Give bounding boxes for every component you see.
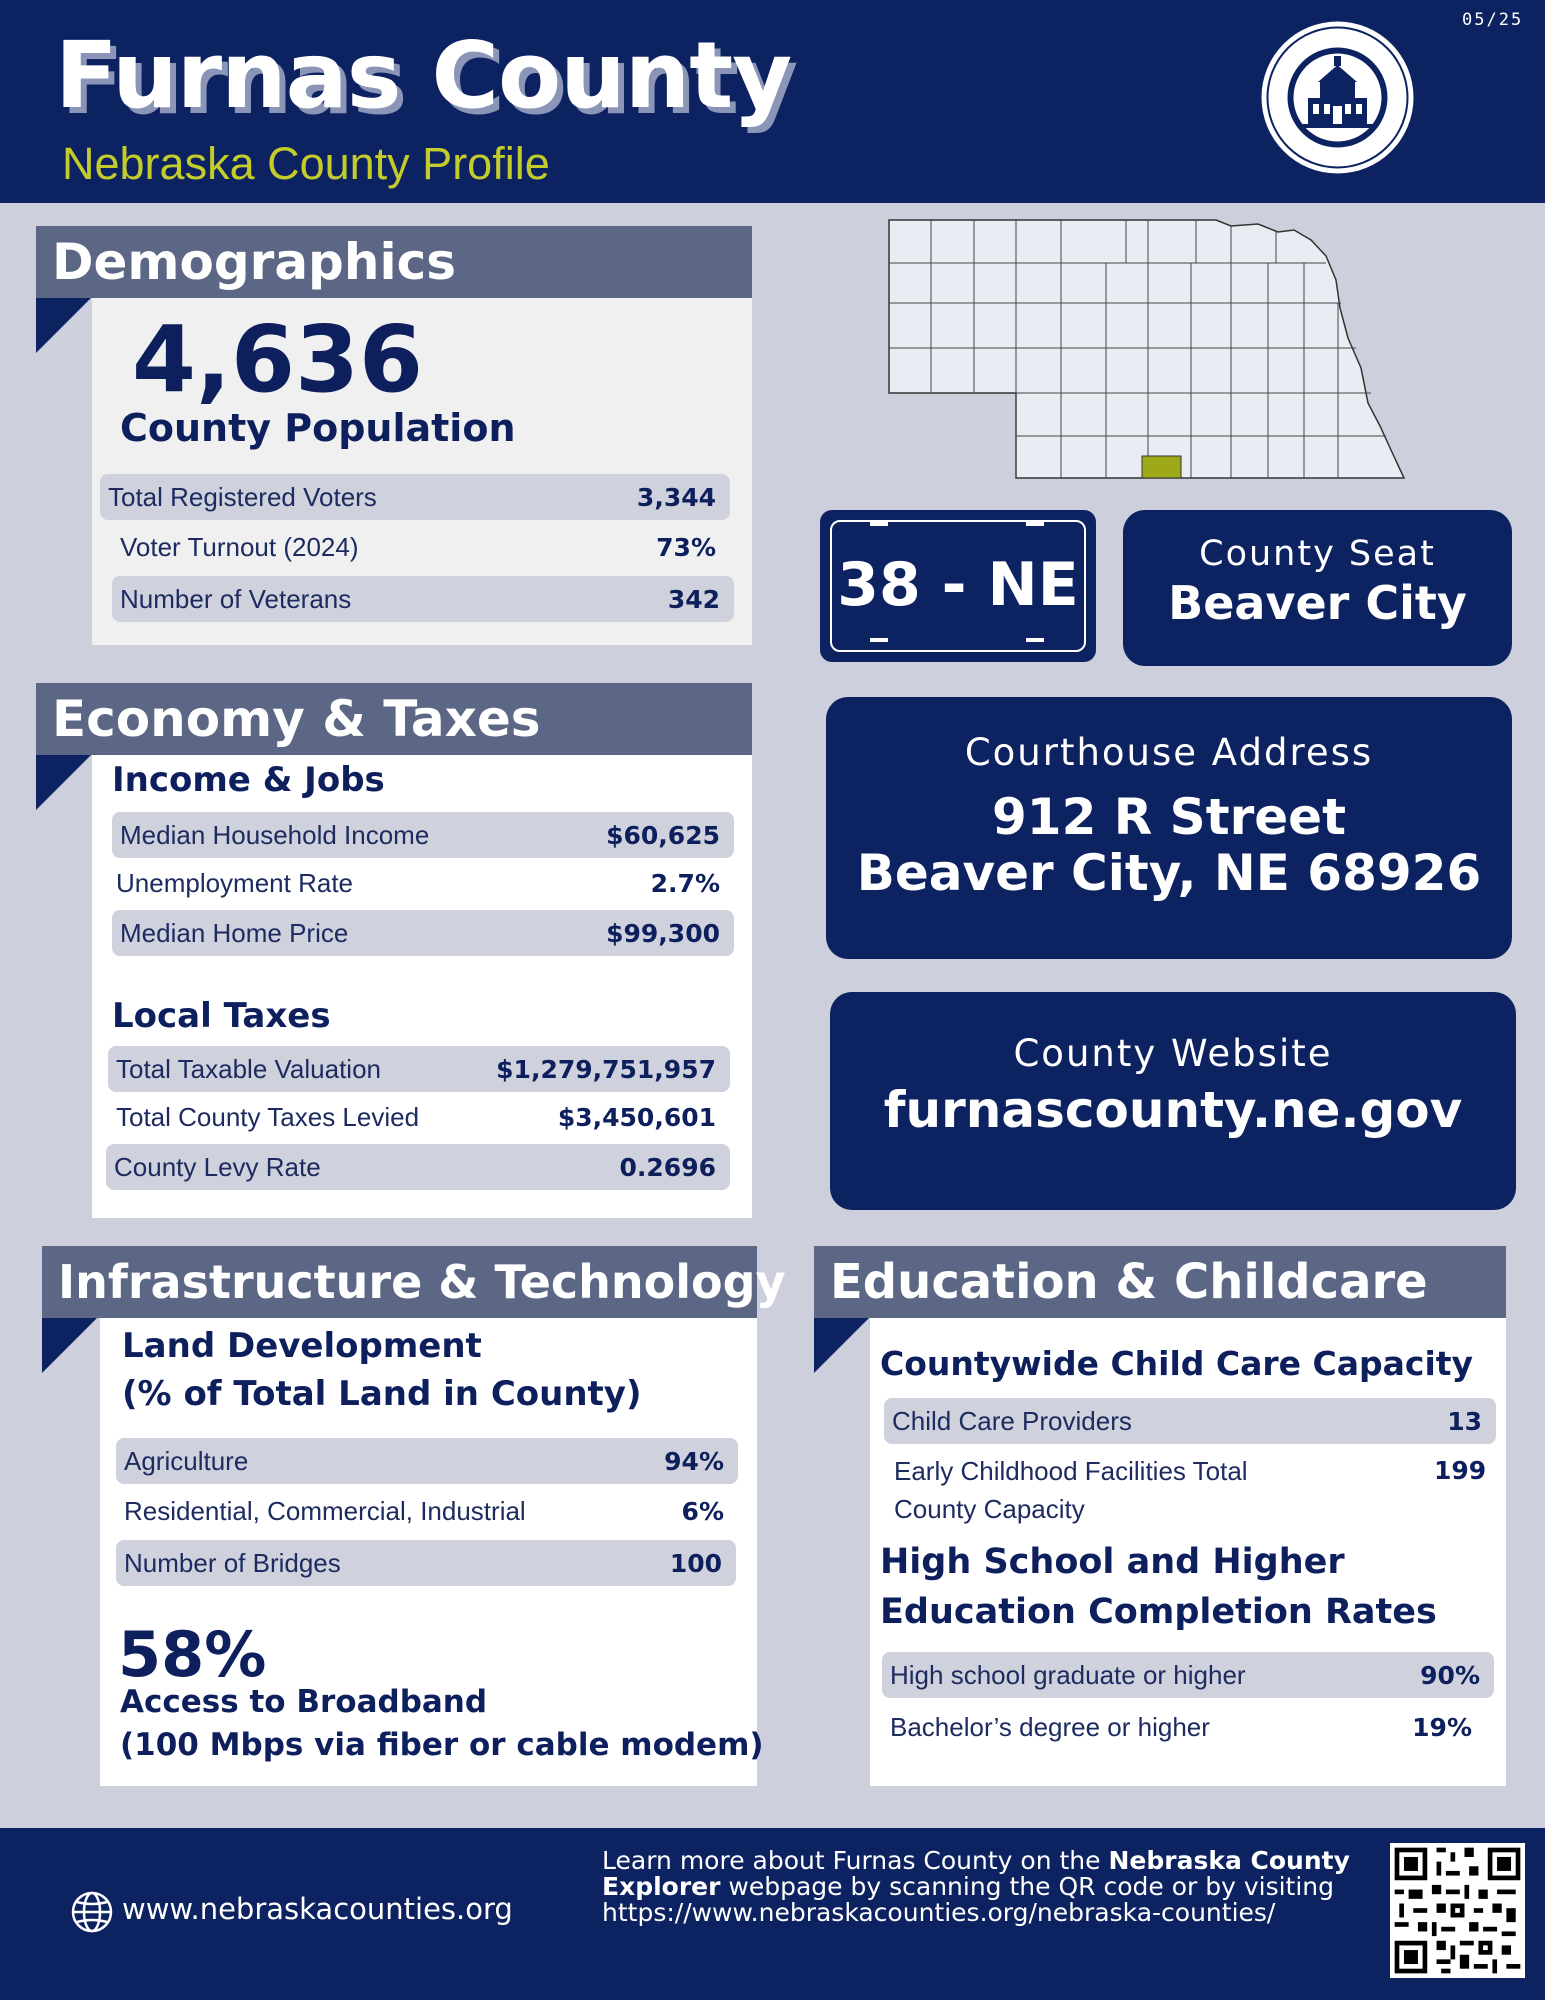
address-label: Courthouse Address xyxy=(964,731,1374,774)
address-line-1: 912 R Street xyxy=(992,788,1346,846)
stat-value: 3,344 xyxy=(636,482,716,512)
stat-row xyxy=(108,1094,730,1140)
stat-row xyxy=(884,1398,1496,1444)
stat-value: 90% xyxy=(1420,1660,1480,1690)
stat-label: High school graduate or higher xyxy=(890,1659,1246,1690)
stat-label: County Levy Rate xyxy=(114,1151,321,1182)
footer-website-link[interactable]: www.nebraskacounties.org xyxy=(122,1892,513,1926)
corner-accent xyxy=(36,298,91,353)
stat-value: 342 xyxy=(667,584,720,614)
stat-value: 94% xyxy=(664,1446,724,1476)
stat-label: Median Home Price xyxy=(120,917,349,948)
stat-label: Total Registered Voters xyxy=(108,481,377,512)
stat-label xyxy=(894,1452,1248,1528)
section-heading-economy: Economy & Taxes xyxy=(36,683,752,755)
section-heading-education: Education & Childcare xyxy=(814,1246,1506,1318)
stat-row xyxy=(882,1704,1494,1750)
stat-value: 199 xyxy=(1434,1456,1487,1485)
stat-value: 2.7% xyxy=(650,868,720,898)
stat-label: Total County Taxes Levied xyxy=(116,1101,420,1132)
page-subtitle: Nebraska County Profile xyxy=(62,138,550,189)
broadband-label: Access to Broadband xyxy=(120,1684,488,1720)
page-title: Furnas County xyxy=(55,22,792,129)
issue-date: 05/25 xyxy=(1462,10,1524,30)
courthouse-address-card xyxy=(826,697,1512,959)
stat-row xyxy=(882,1652,1494,1698)
plate-bolt xyxy=(1026,638,1044,642)
stat-value: 100 xyxy=(669,1548,722,1578)
county-website-card xyxy=(830,992,1516,1210)
land-development-heading: Land Development xyxy=(122,1326,482,1366)
explorer-link[interactable]: Nebraska County Explorer xyxy=(602,1846,1350,1901)
plate-bolt xyxy=(870,638,888,642)
stat-row xyxy=(112,524,730,570)
county-plate xyxy=(820,510,1096,662)
stat-row xyxy=(112,812,734,858)
plate-bolt xyxy=(870,522,888,526)
website-link[interactable]: furnascounty.ne.gov xyxy=(883,1081,1463,1139)
stat-row xyxy=(116,1540,736,1586)
stat-label: Unemployment Rate xyxy=(116,867,353,898)
seal-logo xyxy=(1260,20,1415,175)
furnas-county-highlight xyxy=(1142,456,1181,478)
section-heading-demographics: Demographics xyxy=(36,226,752,298)
qr-code[interactable] xyxy=(1390,1843,1525,1978)
stat-label: Number of Bridges xyxy=(124,1547,341,1578)
land-development-subheading: (% of Total Land in County) xyxy=(122,1374,642,1414)
stat-row xyxy=(108,860,734,906)
stat-row xyxy=(112,910,734,956)
corner-accent xyxy=(814,1318,869,1373)
income-jobs-heading: Income & Jobs xyxy=(112,760,385,800)
stat-label-line: County Capacity xyxy=(894,1494,1085,1524)
address-line-2: Beaver City, NE 68926 xyxy=(856,844,1482,902)
stat-value: 73% xyxy=(656,532,716,562)
footer-text-part: Learn more about Furnas County on the xyxy=(602,1846,1109,1875)
childcare-heading: Countywide Child Care Capacity xyxy=(880,1344,1474,1383)
stat-label: Child Care Providers xyxy=(892,1405,1132,1436)
stat-row xyxy=(100,474,730,520)
section-heading-infrastructure: Infrastructure & Technology xyxy=(42,1246,757,1318)
broadband-value: 58% xyxy=(118,1618,267,1691)
stat-value: $3,450,601 xyxy=(557,1102,716,1132)
county-seat-label: County Seat xyxy=(1199,534,1436,574)
stat-label: Residential, Commercial, Industrial xyxy=(124,1495,526,1526)
stat-label: Voter Turnout (2024) xyxy=(120,531,359,562)
stat-value: 6% xyxy=(681,1496,724,1526)
stat-value: $60,625 xyxy=(606,820,720,850)
stat-label: Total Taxable Valuation xyxy=(116,1053,382,1084)
footer-text xyxy=(602,1848,1352,1926)
nebraska-map xyxy=(886,218,1476,483)
local-taxes-heading: Local Taxes xyxy=(112,996,331,1036)
stat-value: 0.2696 xyxy=(619,1152,716,1182)
stat-value: 13 xyxy=(1447,1406,1482,1436)
stat-row xyxy=(116,1488,738,1534)
footer-text-part: webpage by scanning the QR code or by visiting https://www.nebraskacounties.org/nebraska-counties/ xyxy=(602,1872,1335,1927)
stat-label: Bachelor’s degree or higher xyxy=(890,1711,1210,1742)
stat-label: Agriculture xyxy=(124,1445,249,1476)
stat-row xyxy=(106,1144,730,1190)
completion-subheading: Education Completion Rates xyxy=(880,1592,1437,1632)
stat-value: 19% xyxy=(1412,1712,1472,1742)
corner-accent xyxy=(36,755,91,810)
stat-label: Number of Veterans xyxy=(120,583,352,614)
stat-value: $99,300 xyxy=(606,918,720,948)
stat-row xyxy=(112,576,734,622)
population-label: County Population xyxy=(120,406,516,450)
completion-heading: High School and Higher xyxy=(880,1542,1345,1582)
stat-label-line: Early Childhood Facilities Total xyxy=(894,1456,1248,1486)
website-label: County Website xyxy=(1013,1032,1333,1075)
county-seat-card xyxy=(1123,510,1512,666)
stat-value: $1,279,751,957 xyxy=(496,1054,716,1084)
broadband-note: (100 Mbps via fiber or cable modem) xyxy=(120,1727,764,1763)
stat-row xyxy=(116,1438,738,1484)
stat-row xyxy=(108,1046,730,1092)
globe-icon xyxy=(70,1890,114,1934)
corner-accent xyxy=(42,1318,97,1373)
population-value: 4,636 xyxy=(132,306,424,413)
stat-label: Median Household Income xyxy=(120,819,430,850)
plate-text: 38 - NE xyxy=(837,550,1079,620)
plate-bolt xyxy=(1026,522,1044,526)
county-seat-value: Beaver City xyxy=(1168,576,1467,630)
